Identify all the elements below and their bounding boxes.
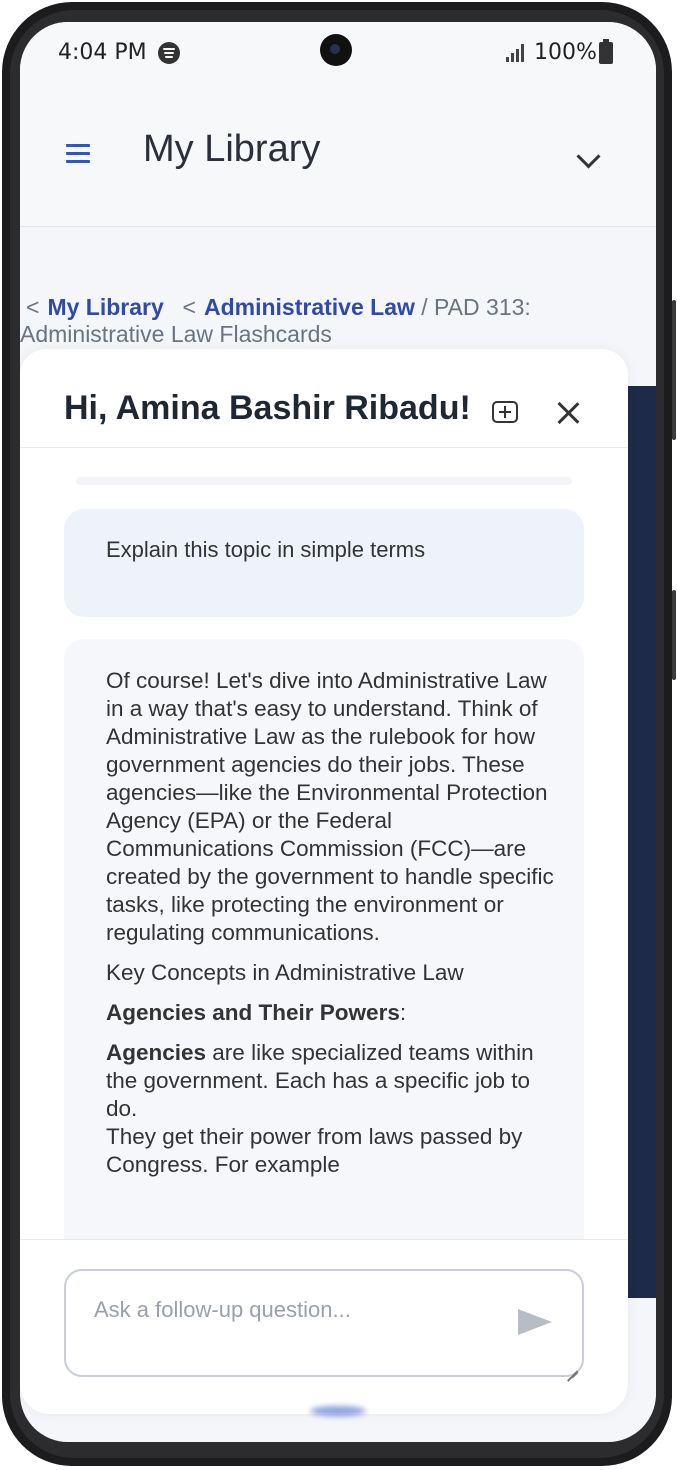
ai-intro: Of course! Let's dive into Administrative Law in a way that's easy to understand. Think of Administrative Law as the rulebook for how government agencies do their jobs. These agencies—like the Environmental Protection Agency (EPA) or the Federal Communications Commission (FCC)—are created by the government to handle specific tasks, like protecting the environment or regulating communications.	[106, 668, 554, 945]
breadcrumb	[20, 294, 580, 348]
composer	[64, 1269, 584, 1377]
user-message-text: Explain this topic in simple terms	[106, 537, 426, 562]
ai-paragraph	[106, 1039, 556, 1123]
close-icon[interactable]	[556, 401, 580, 425]
ai-subheading-suffix: :	[399, 1000, 407, 1025]
new-chat-icon[interactable]	[492, 401, 518, 423]
home-indicator	[310, 1406, 366, 1416]
battery-icon	[599, 42, 613, 64]
spotify-icon	[158, 42, 180, 64]
menu-icon[interactable]	[66, 144, 90, 164]
ai-response-bubble[interactable]	[64, 639, 584, 1239]
follow-up-input[interactable]	[94, 1297, 494, 1323]
breadcrumb-link-administrative-law[interactable]: Administrative Law	[203, 294, 415, 320]
signal-icon	[506, 44, 526, 62]
ai-bold-term: Agencies	[106, 1040, 207, 1065]
status-bar	[20, 22, 656, 84]
volume-button	[672, 300, 676, 440]
background-panel	[626, 386, 656, 1298]
ai-subheading-bold: Agencies and Their Powers	[106, 1000, 400, 1025]
chevron-left-icon: <	[169, 294, 196, 320]
breadcrumb-separator: /	[421, 294, 428, 320]
battery-level: 100%	[534, 40, 597, 65]
chat-greeting: Hi, Amina Bashir Ribadu!	[64, 389, 471, 427]
composer-divider	[20, 1239, 628, 1240]
resize-handle[interactable]	[566, 1359, 578, 1371]
ai-paragraph-text: are like specialized teams within the government. Each has a specific job to do.	[106, 1040, 534, 1121]
app-header	[20, 84, 656, 227]
chevron-left-icon: <	[26, 294, 40, 320]
send-icon[interactable]	[518, 1309, 552, 1335]
breadcrumb-current: PAD 313: Administrative Law Flashcards	[20, 294, 531, 347]
ai-heading: Key Concepts in Administrative Law	[106, 960, 464, 985]
front-camera	[320, 34, 352, 66]
scroll-hint	[76, 477, 572, 485]
chat-panel	[20, 349, 628, 1414]
page-title: My Library	[143, 128, 321, 170]
ai-subheading	[106, 999, 556, 1027]
breadcrumb-link-my-library[interactable]: My Library	[47, 294, 164, 320]
status-time: 4:04 PM	[58, 40, 147, 65]
user-message-bubble	[64, 509, 584, 617]
chevron-down-icon[interactable]	[576, 144, 600, 168]
ai-paragraph: They get their power from laws passed by Congress. For example	[106, 1124, 523, 1177]
chat-header	[20, 349, 628, 448]
ai-response-content	[106, 667, 556, 1179]
screen	[20, 22, 656, 1442]
power-button	[672, 590, 676, 680]
